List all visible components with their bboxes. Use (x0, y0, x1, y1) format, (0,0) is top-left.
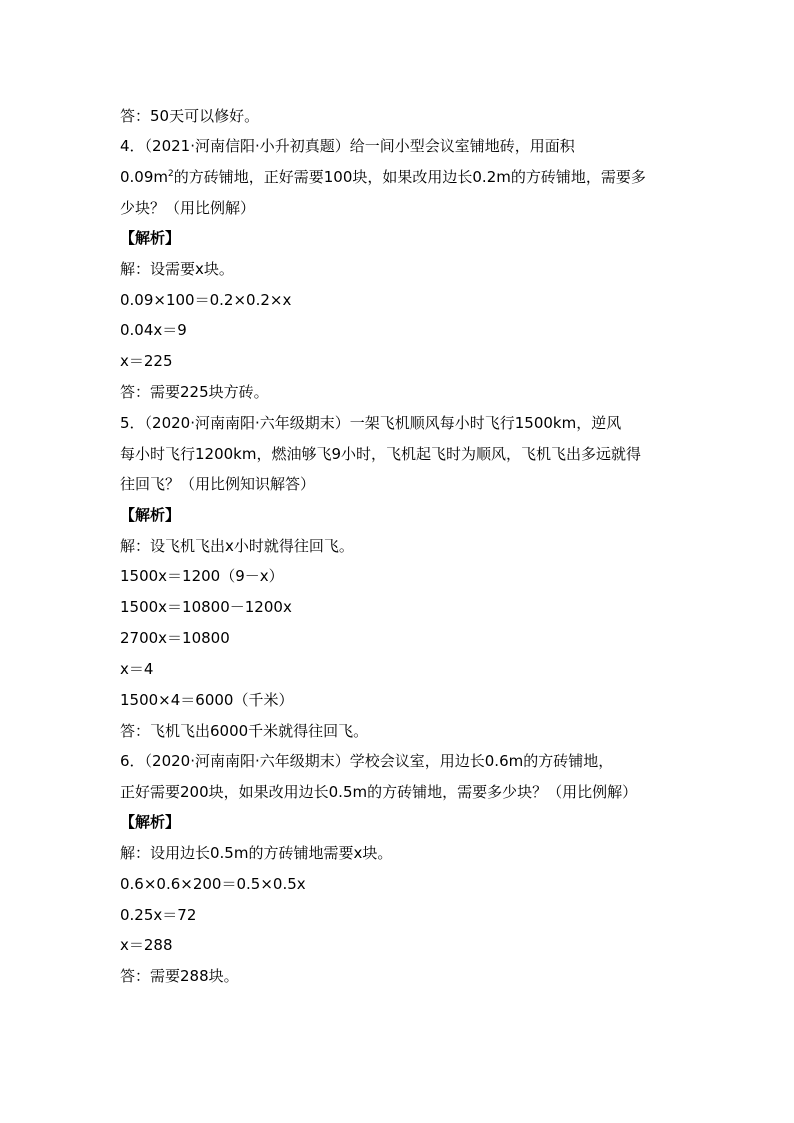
equation-line: x＝4 (120, 660, 154, 678)
question-5-text-continued: 每小时飞行1200km，燃油够飞9小时，飞机起飞时为顺风，飞机飞出多远就得 (120, 445, 642, 463)
question-4-remainder: 的方砖铺地，正好需要100块，如果改用边长0.2m的方砖铺地，需要多 (173, 168, 646, 186)
answer-text: 答：需要225块方砖。 (120, 383, 269, 401)
equation-line: x＝225 (120, 352, 173, 370)
equation-line: 1500x＝1200（9－x） (120, 567, 284, 585)
equation-line: 0.09×100＝0.2×0.2×x (120, 291, 292, 309)
question-4-text-end: 少块？（用比例解） (120, 199, 256, 217)
answer-text: 答：飞机飞出6000千米就得往回飞。 (120, 722, 369, 740)
equation-line: 0.04x＝9 (120, 321, 187, 339)
question-6-text-continued: 正好需要200块，如果改用边长0.5m的方砖铺地，需要多少块？（用比例解） (120, 783, 638, 801)
equation-line: x＝288 (120, 936, 173, 954)
equation-line: 0.6×0.6×200＝0.5×0.5x (120, 875, 306, 893)
area-value: 0.09m (120, 168, 169, 186)
area-exponent: 2 (168, 169, 174, 179)
question-4-text: 4．（2021·河南信阳·小升初真题）给一间小型会议室铺地砖，用面积 (120, 137, 575, 155)
equation-line: 1500x＝10800－1200x (120, 598, 292, 616)
question-5-text-end: 往回飞？（用比例知识解答） (120, 475, 316, 493)
question-5-text: 5．（2020·河南南阳·六年级期末）一架飞机顺风每小时飞行1500km，逆风 (120, 414, 622, 432)
equation-line: 2700x＝10800 (120, 629, 230, 647)
answer-text: 答：50天可以修好。 (120, 107, 260, 125)
solution-line: 解：设飞机飞出x小时就得往回飞。 (120, 537, 354, 555)
analysis-heading: 【解析】 (120, 813, 181, 831)
analysis-heading: 【解析】 (120, 506, 181, 524)
answer-text: 答：需要288块。 (120, 967, 239, 985)
solution-line: 解：设用边长0.5m的方砖铺地需要x块。 (120, 844, 393, 862)
solution-line: 解：设需要x块。 (120, 260, 234, 278)
analysis-heading: 【解析】 (120, 229, 181, 247)
question-6-text: 6．（2020·河南南阳·六年级期末）学校会议室，用边长0.6m的方砖铺地， (120, 752, 614, 770)
question-4-text-continued (120, 165, 680, 189)
equation-line: 0.25x＝72 (120, 906, 197, 924)
equation-line: 1500×4＝6000（千米） (120, 691, 294, 709)
